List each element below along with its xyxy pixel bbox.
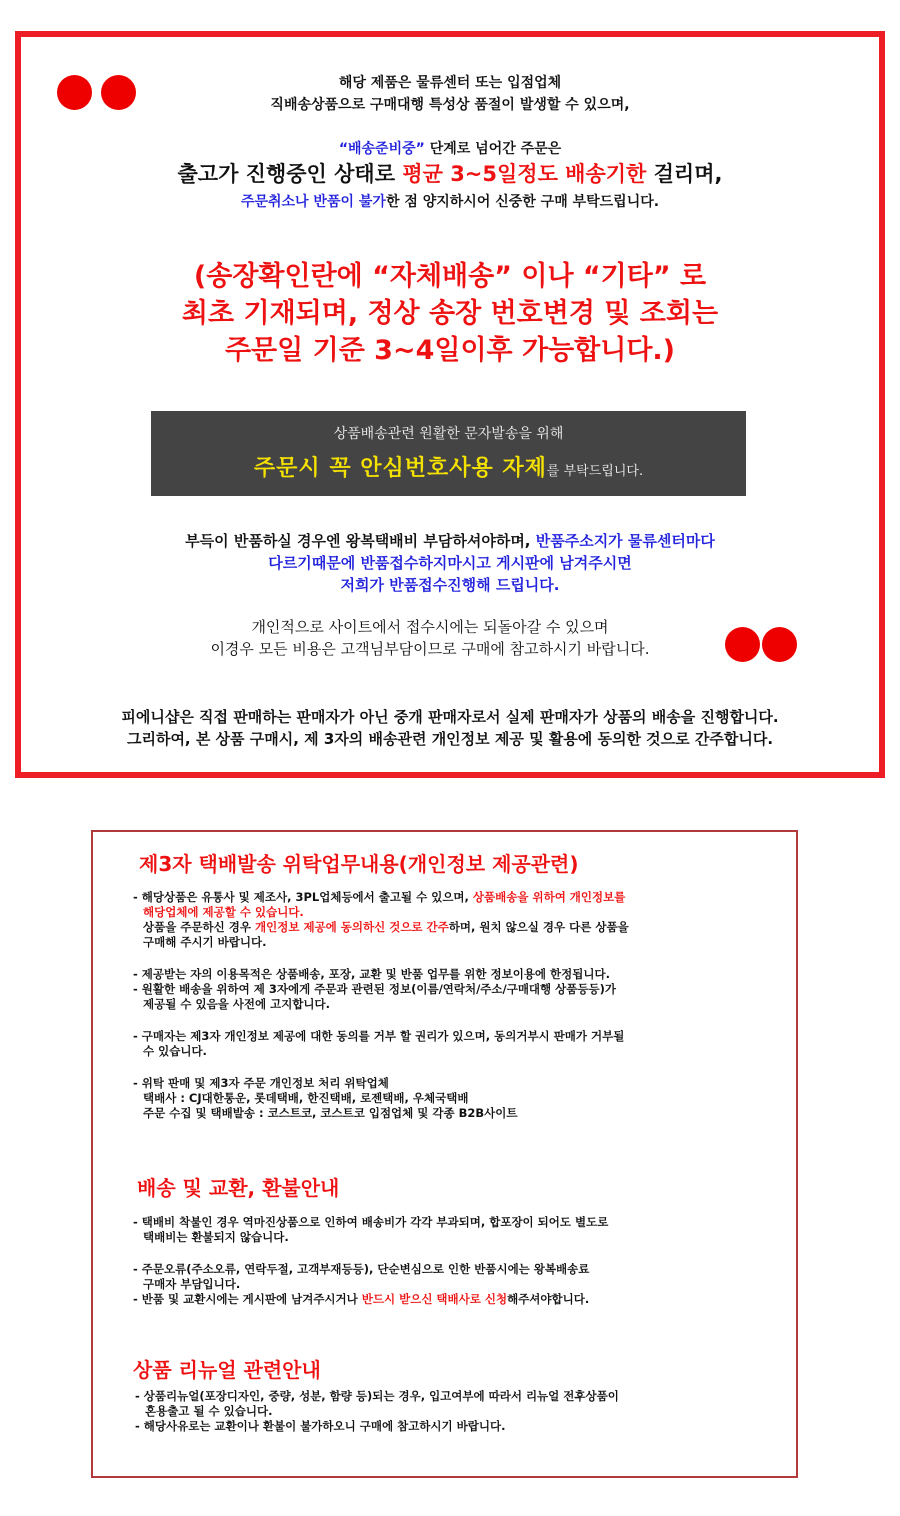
return-address-highlight: 반품주소지가 물류센터마다 — [535, 532, 715, 550]
privacy-item-1-line-3-a: 상품을 주문하신 경우 — [143, 920, 255, 934]
notice-line-4 — [21, 159, 879, 189]
privacy-item-1-line-3-red: 개인정보 제공에 동의하신 것으로 간주 — [255, 920, 449, 934]
policy-info-box — [91, 830, 798, 1478]
individual-return-line-2: 이경우 모든 비용은 고객님부담이므로 구매에 참고하시기 바랍니다. — [210, 640, 650, 658]
safe-number-highlight: 주문시 꼭 안심번호사용 자제 — [253, 456, 547, 481]
privacy-item-3 — [133, 1029, 629, 1059]
notice-line-3-rest: 단계로 넘어간 주문은 — [424, 141, 562, 157]
invoice-notice-line-1: (송장확인란에 “자체배송” 이나 “기타” 로 — [193, 261, 707, 292]
privacy-item-2-line-2: - 원활한 배송을 위하여 제 3자에게 주문과 관련된 정보(이름/연락처/주소/구매대행 상품등등)가 — [133, 982, 616, 996]
notice-line-5 — [21, 192, 879, 212]
courier-list: 택배사 : CJ대한통운, 롯데택배, 한진택배, 로젠택배, 우체국택배 — [143, 1091, 469, 1105]
privacy-item-1-line-4: 구매해 주시기 바랍니다. — [143, 935, 267, 949]
privacy-item-1 — [133, 890, 629, 950]
shipping-exchange-title: 배송 및 교환, 환불안내 — [137, 1176, 340, 1200]
invoice-notice-line-3: 주문일 기준 3~4일이후 가능합니다.) — [224, 335, 676, 366]
refund-item-1-line-2: 택배비는 환불되지 않습니다. — [143, 1230, 289, 1244]
red-dot-icon — [762, 627, 797, 662]
privacy-item-4-line-1: - 위탁 판매 및 제3자 주문 개인정보 처리 위탁업체 — [133, 1076, 389, 1090]
individual-return-line-1: 개인적으로 사이트에서 접수시에는 되돌아갈 수 있으며 — [251, 618, 609, 636]
privacy-item-4 — [133, 1076, 629, 1121]
notice-line-4-a: 출고가 진행중인 상태로 — [177, 162, 403, 186]
safe-number-banner — [151, 411, 746, 496]
preparing-status-quote: “배송준비중” — [338, 141, 425, 157]
banner-line-2 — [151, 451, 746, 482]
shipping-exchange-body — [133, 1215, 608, 1307]
invoice-notice-line-2: 최초 기재되며, 정상 송장 번호변경 및 조회는 — [181, 298, 719, 329]
notice-line-4-b: 걸리며, — [646, 162, 723, 186]
return-line-2: 다르기때문에 반품접수하지마시고 게시판에 남겨주시면 — [268, 554, 632, 572]
refund-item-3 — [133, 1292, 608, 1307]
refund-item-3-red: 반드시 받으신 택배사로 신청 — [361, 1292, 508, 1306]
banner-line-2-tail: 를 부탁드립니다. — [546, 464, 644, 479]
refund-item-2 — [133, 1262, 608, 1292]
privacy-item-1-a: - 해당상품은 유통사 및 제조사, 3PL업체등에서 출고될 수 있으며, — [133, 890, 473, 904]
privacy-item-1-line-3-b: 하며, 원치 않으실 경우 다른 상품을 — [448, 920, 629, 934]
privacy-item-1-red: 상품배송을 위하여 개인정보를 — [472, 890, 626, 904]
privacy-item-3-line-2: 수 있습니다. — [143, 1044, 207, 1058]
no-cancel-highlight: 주문취소나 반품이 불가 — [240, 194, 386, 210]
return-line-1-a: 부득이 반품하실 경우엔 왕복택배비 부담하셔야하며, — [185, 532, 536, 550]
renewal-item-1-line-2: 혼용출고 될 수 있습니다. — [145, 1404, 273, 1418]
privacy-section-title: 제3자 택배발송 위탁업무내용(개인정보 제공관련) — [139, 852, 579, 876]
return-line-3: 저희가 반품접수진행해 드립니다. — [340, 576, 560, 594]
notice-line-2: 직배송상품으로 구매대행 특성상 품절이 발생할 수 있으며, — [270, 97, 630, 113]
privacy-item-2-line-3: 제공될 수 있음을 사전에 고지합니다. — [143, 997, 331, 1011]
privacy-item-2 — [133, 967, 629, 1012]
privacy-section-body — [133, 890, 629, 1121]
refund-item-1 — [133, 1215, 608, 1245]
notice-line-1: 해당 제품은 물류센터 또는 입점업체 — [338, 75, 562, 91]
renewal-section-title: 상품 리뉴얼 관련안내 — [133, 1358, 321, 1382]
renewal-section-body — [135, 1389, 619, 1434]
return-line-1 — [21, 531, 879, 552]
privacy-item-3-line-1: - 구매자는 제3자 개인정보 제공에 대한 동의를 거부 할 권리가 있으며, 동의거부시 판매가 거부될 — [133, 1029, 625, 1043]
refund-item-1-line-1: - 택배비 착불인 경우 역마진상품으로 인하여 배송비가 각각 부과되며, 합포장이 되어도 별도로 — [133, 1215, 609, 1229]
delivery-period-highlight: 평균 3~5일정도 배송기한 — [402, 162, 647, 186]
privacy-item-2-line-1: - 제공받는 자의 이용목적은 상품배송, 포장, 교환 및 반품 업무를 위한 정보이용에 한정됩니다. — [133, 967, 610, 981]
renewal-item-2: - 해당사유로는 교환이나 환불이 불가하오니 구매에 참고하시기 바랍니다. — [135, 1419, 506, 1433]
refund-item-2-line-1: - 주문오류(주소오류, 연락두절, 고객부재등등), 단순변심으로 인한 반품시에는 왕복배송료 — [133, 1262, 590, 1276]
order-collector-list: 주문 수집 및 택배발송 : 코스트코, 코스트코 입점업체 및 각종 B2B사이트 — [143, 1106, 518, 1120]
shipping-notice-box — [15, 31, 885, 778]
refund-item-2-line-2: 구매자 부담입니다. — [143, 1277, 241, 1291]
notice-line-5-rest: 한 점 양지하시어 신중한 구매 부탁드립니다. — [385, 194, 660, 210]
refund-item-3-a: - 반품 및 교환시에는 게시판에 남겨주시거나 — [133, 1292, 362, 1306]
renewal-item-1-line-1: - 상품리뉴얼(포장디자인, 중량, 성분, 함량 등)되는 경우, 입고여부에 따라서 리뉴얼 전후상품이 — [135, 1389, 619, 1403]
red-dot-icon — [725, 627, 760, 662]
privacy-item-1-line-2: 해당업체에 제공할 수 있습니다. — [143, 905, 304, 919]
notice-line-3 — [21, 139, 879, 159]
refund-item-3-b: 해주셔야합니다. — [507, 1292, 590, 1306]
banner-line-1: 상품배송관련 원활한 문자발송을 위해 — [333, 426, 564, 442]
disclaimer-line-2: 그리하여, 본 상품 구매시, 제 3자의 배송관련 개인정보 제공 및 활용에 동의한 것으로 간주합니다. — [126, 730, 774, 748]
disclaimer-line-1: 피에니샵은 직접 판매하는 판매자가 아닌 중개 판매자로서 실제 판매자가 상품의 배송을 진행합니다. — [121, 708, 779, 726]
